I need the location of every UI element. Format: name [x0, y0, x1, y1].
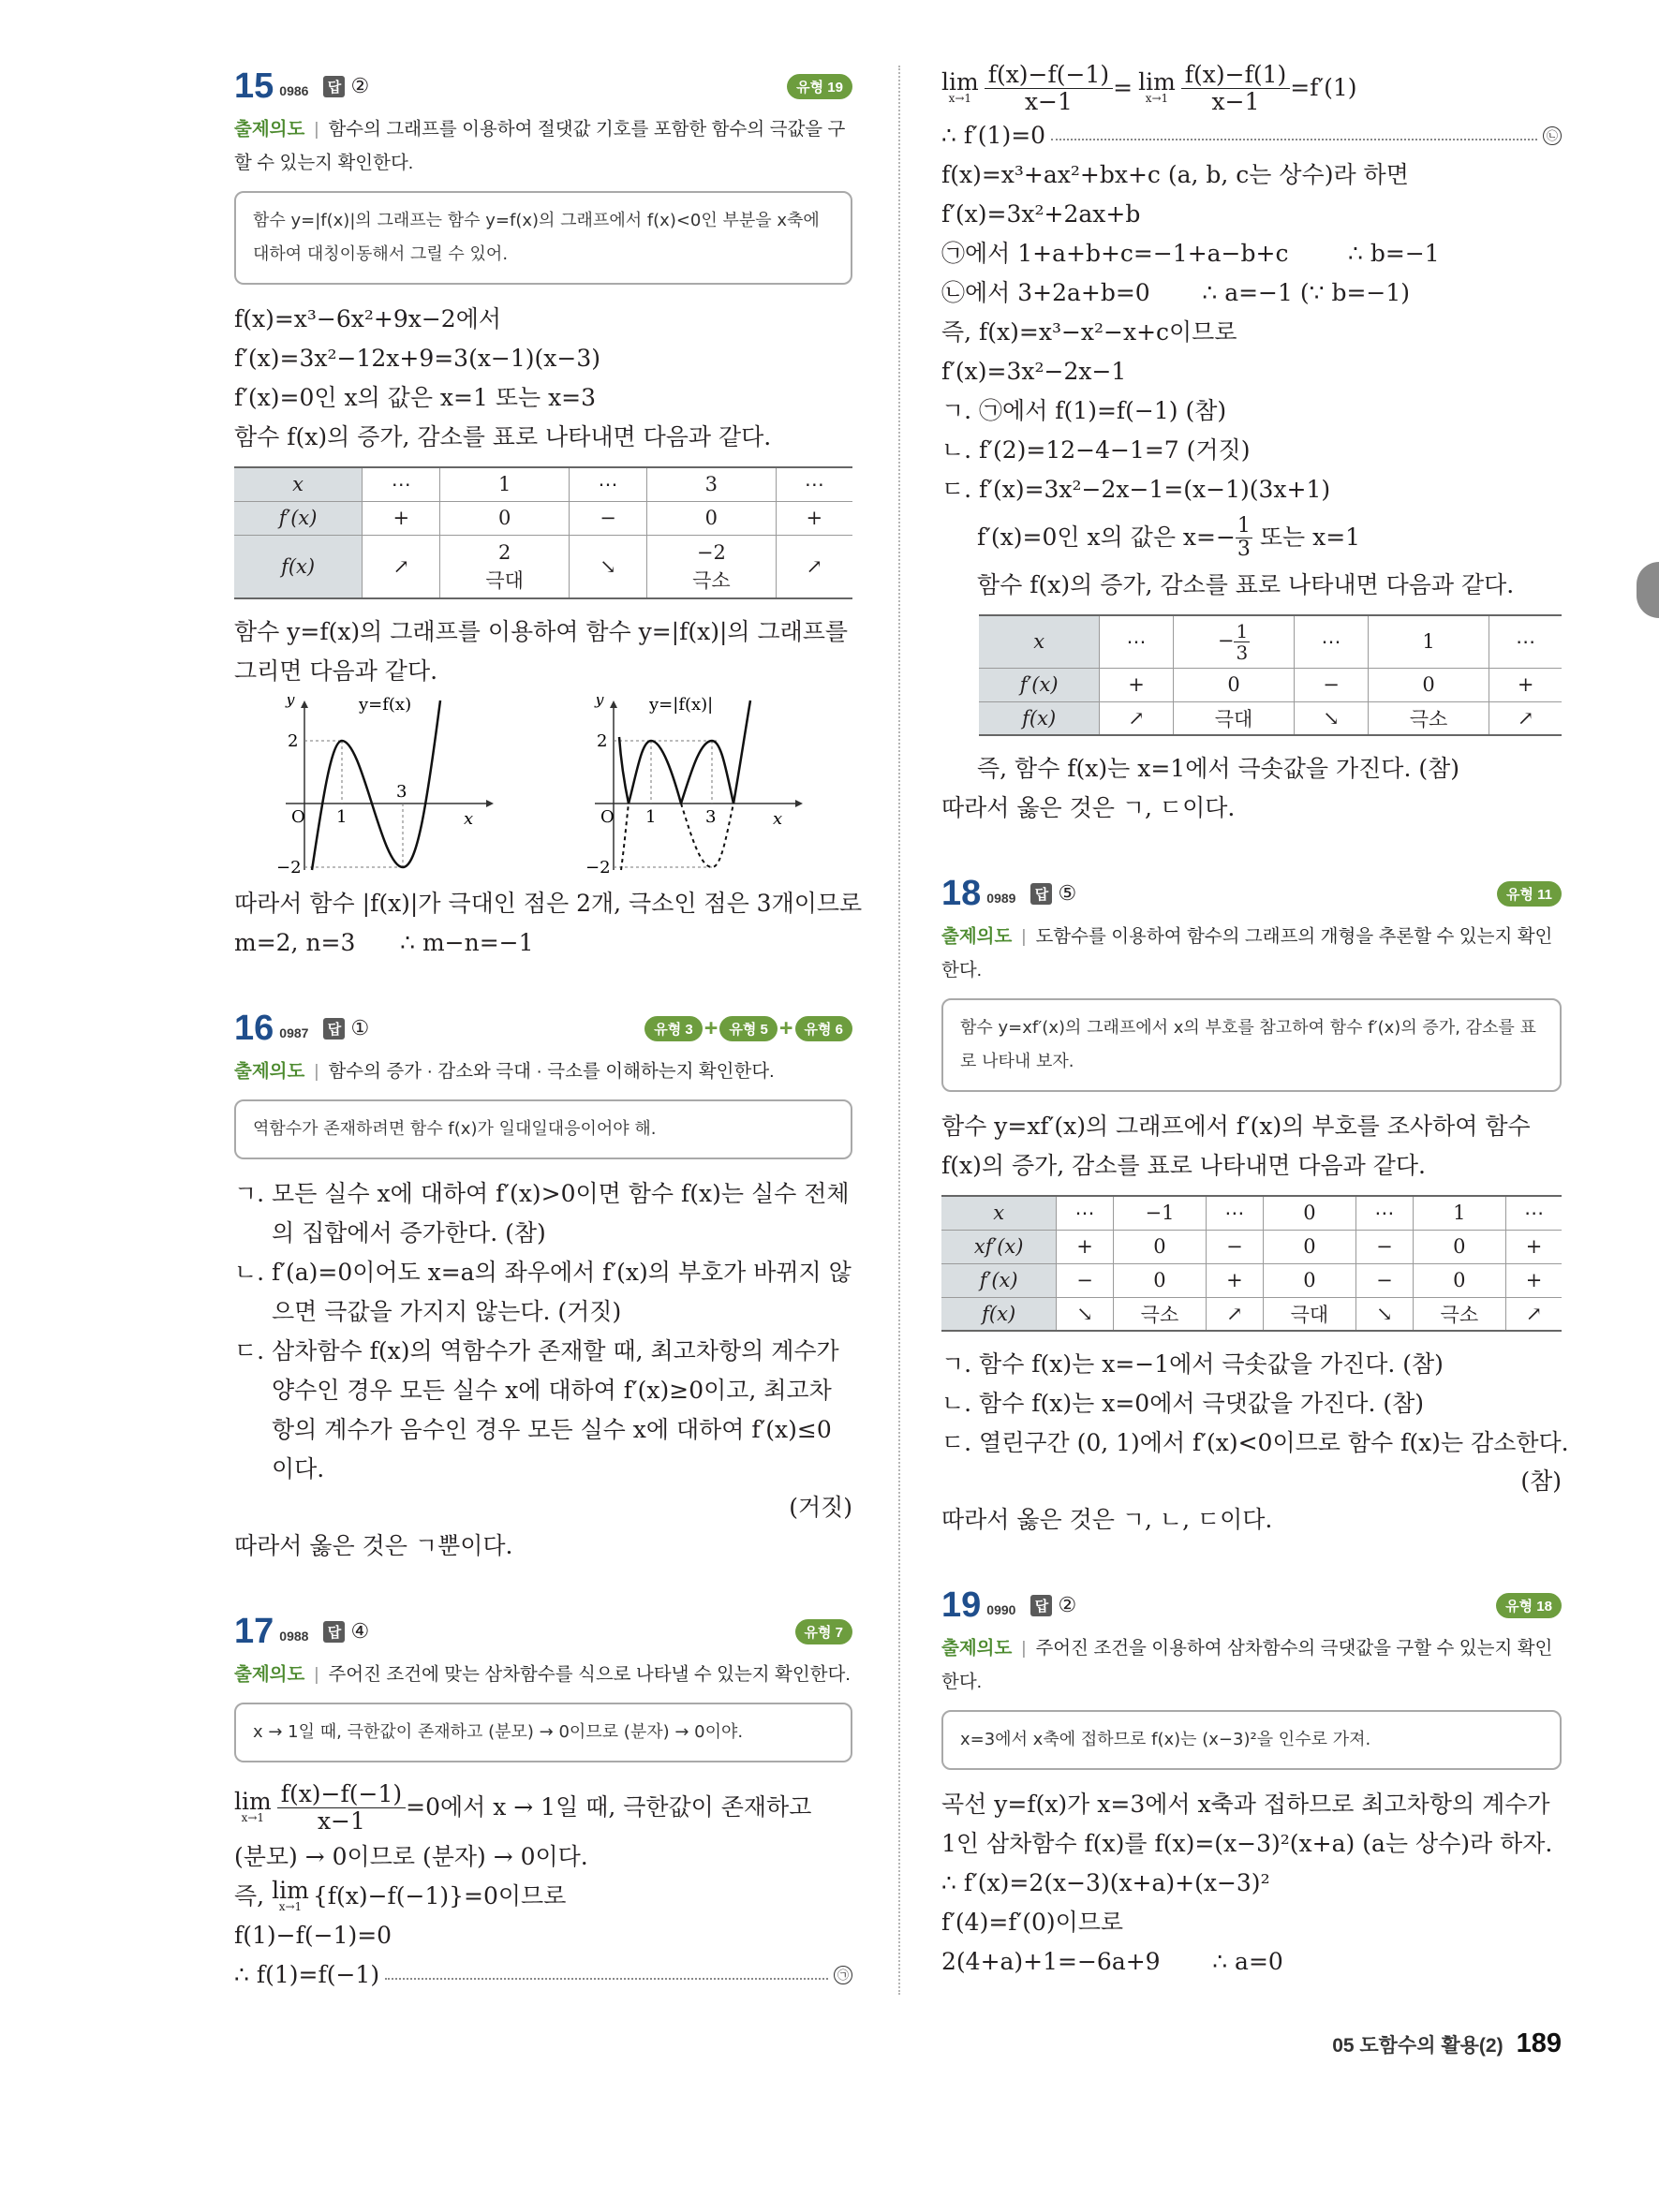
table-cell: 2 극대	[440, 535, 570, 598]
verdict: (참)	[1520, 1467, 1562, 1495]
answer-value: ①	[350, 1016, 370, 1040]
table-cell: ↘	[1356, 1297, 1413, 1331]
fraction-numerator: 1	[1237, 513, 1251, 538]
verdict: (거짓)	[789, 1494, 852, 1521]
table-cell: 0	[1113, 1230, 1207, 1263]
problem-header	[234, 66, 852, 107]
type-badge: 유형 18	[1496, 1593, 1562, 1618]
table-cell: +	[1057, 1230, 1113, 1263]
lim-subscript: x→1	[948, 92, 972, 105]
graph-label: 1	[645, 807, 657, 827]
solution-line: f(x)=x³+ax²+bx+c (a, b, c는 상수)라 하면	[941, 161, 1409, 188]
intent-line	[941, 1631, 1562, 1699]
table-cell: −	[1356, 1230, 1413, 1263]
dot-leader	[1051, 139, 1537, 140]
left-column	[234, 66, 863, 1995]
intent-line	[234, 1658, 852, 1691]
graph-label: y=f(x)	[359, 697, 412, 715]
graph-label: y	[286, 697, 295, 709]
answer-icon: 답	[323, 1018, 345, 1040]
graph-label: 1	[336, 807, 348, 827]
problem-id: 0987	[279, 1025, 309, 1040]
intent-label: 출제의도	[234, 1061, 305, 1082]
intent-label: 출제의도	[941, 1638, 1013, 1659]
table-cell: ↗	[1489, 701, 1562, 735]
fraction-denominator: 3	[1237, 537, 1251, 561]
solution-line	[941, 509, 1562, 566]
table-cell: 0	[1413, 1263, 1506, 1297]
statement-item: ㄱ. 함수 f(x)는 x=−1에서 극솟값을 가진다. (참)	[941, 1350, 1444, 1378]
statement-item: ㄷ. f′(x)=3x²−2x−1=(x−1)(3x+1)	[941, 476, 1331, 503]
intent-separator: |	[314, 1664, 319, 1685]
type-badge: 유형 3	[644, 1016, 703, 1041]
statement-item: ㄷ. 열린구간 (0, 1)에서 f′(x)<0이므로 함수 f(x)는 감소한다.	[941, 1429, 1569, 1456]
line-text: ∴ f(1)=f(−1)	[234, 1961, 380, 1988]
table-cell: ↗	[1100, 701, 1173, 735]
solution-line: f′(4)=f′(0)이므로	[941, 1909, 1124, 1936]
lim-subscript: x→1	[278, 1900, 303, 1913]
intent-text: 함수의 증가 · 감소와 극대 · 극소를 이해하는지 확인한다.	[328, 1061, 775, 1082]
table-cell: ⋯	[363, 467, 440, 501]
table-cell: 0	[1263, 1230, 1356, 1263]
conclusion-line: 따라서 옳은 것은 ㄱ뿐이다.	[234, 1532, 513, 1559]
answer-icon: 답	[323, 76, 345, 97]
graph-label: O	[600, 807, 615, 827]
badge-plus: +	[778, 1014, 793, 1041]
table-cell: ⋯	[1295, 615, 1368, 668]
problem-17	[234, 1611, 852, 1995]
solution-line: 즉, f(x)=x³−x²−x+c이므로	[941, 318, 1237, 346]
conclusion-line: m=2, n=3 ∴ m−n=−1	[234, 929, 534, 956]
type-badge: 유형 11	[1497, 881, 1562, 907]
equation-mark: ㉠	[834, 1966, 852, 1984]
table-cell: +	[1489, 668, 1562, 701]
fraction-numerator: f(x)−f(−1)	[277, 1781, 406, 1808]
solution-line: ㉠에서 1+a+b+c=−1+a−b+c ∴ b=−1	[941, 240, 1440, 267]
line-text: ∴ f′(1)=0	[941, 122, 1046, 149]
problem-id: 0988	[279, 1629, 309, 1644]
limit-line	[234, 1777, 852, 1837]
line-text: f′(x)=0인 x의 값은 x=−	[977, 524, 1236, 551]
answer-value: ②	[1058, 1593, 1077, 1616]
equation-tail: =f′(1)	[1290, 74, 1357, 101]
limit-equation	[941, 60, 1562, 116]
problem-header	[941, 1585, 1562, 1626]
page-number: 189	[1516, 2028, 1562, 2058]
problem-id: 0990	[986, 1602, 1016, 1617]
intent-label: 출제의도	[234, 119, 305, 140]
problem-header	[234, 1611, 852, 1652]
table-cell: −	[1356, 1263, 1413, 1297]
solution-line: f′(x)=3x²+2ax+b	[941, 200, 1141, 228]
table-cell: 극대	[1263, 1297, 1356, 1331]
type-badge: 유형 5	[719, 1016, 778, 1041]
table-cell: 0	[1368, 668, 1489, 701]
solution-text: 함수 y=xf′(x)의 그래프에서 f′(x)의 부호를 조사하여 함수 f(x)의 증가, 감소를 표로 나타내면 다음과 같다.	[941, 1113, 1531, 1179]
variation-table	[234, 466, 852, 599]
solution-line: f′(x)=3x²−12x+9=3(x−1)(x−3)	[234, 345, 600, 372]
lim-subscript: x→1	[1145, 92, 1169, 105]
intent-text: 주어진 조건을 이용하여 삼차함수의 극댓값을 구할 수 있는지 확인한다.	[941, 1638, 1553, 1692]
problem-id: 0989	[986, 891, 1016, 906]
answer-value: ②	[350, 74, 370, 97]
graph-label: −2	[585, 858, 611, 875]
answer-icon: 답	[1030, 883, 1052, 905]
table-cell: ⋯	[1207, 1196, 1263, 1230]
variation-table	[979, 614, 1562, 736]
solution-line: 즉, 함수 f(x)는 x=1에서 극솟값을 가진다. (참)	[977, 755, 1459, 782]
table-cell: x	[941, 1196, 1057, 1230]
table-cell: +	[363, 501, 440, 535]
table-cell: x	[234, 467, 363, 501]
table-cell: 0	[1413, 1230, 1506, 1263]
graph-label: O	[291, 807, 305, 827]
column-divider	[898, 66, 900, 1995]
graph-label: x	[464, 809, 474, 829]
answer-icon: 답	[1030, 1595, 1052, 1616]
problem-number: 15	[234, 66, 274, 106]
table-cell: ↗	[363, 535, 440, 598]
problem-header	[234, 1008, 852, 1049]
line-text: 또는 x=1	[1252, 524, 1361, 551]
type-badge: 유형 6	[795, 1016, 853, 1041]
graph-abs-f	[585, 697, 810, 875]
solution-line	[234, 1877, 852, 1916]
hint-box: x → 1일 때, 극한값이 존재하고 (분모) → 0이므로 (분자) → 0이야.	[234, 1703, 852, 1762]
intent-label: 출제의도	[234, 1664, 305, 1685]
intent-separator: |	[314, 1061, 319, 1082]
hint-box: x=3에서 x축에 접하므로 f(x)는 (x−3)²을 인수로 가져.	[941, 1710, 1562, 1770]
solution-line: f′(x)=0인 x의 값은 x=1 또는 x=3	[234, 384, 597, 411]
table-cell: f′(x)	[979, 668, 1100, 701]
table-cell: f(x)	[941, 1297, 1057, 1331]
table-cell: f(x)	[979, 701, 1100, 735]
lim-symbol: lim	[234, 1788, 272, 1815]
intent-separator: |	[1021, 926, 1027, 947]
equals: =	[1113, 74, 1133, 101]
problem-18	[941, 873, 1569, 1540]
table-cell: 0	[1113, 1263, 1207, 1297]
solution-line: (분모) → 0이므로 (분자) → 0이다.	[234, 1843, 588, 1870]
problem-19	[941, 1585, 1562, 1982]
table-cell: 극소	[1413, 1297, 1506, 1331]
solution-text: 함수 y=f(x)의 그래프를 이용하여 함수 y=|f(x)|의 그래프를 그리면 다음과 같다.	[234, 618, 849, 685]
statement-item: ㄴ. f′(a)=0이어도 x=a의 좌우에서 f′(x)의 부호가 바뀌지 않으면 극값을 가지지 않는다. (거짓)	[234, 1259, 852, 1325]
solution-line: f(1)−f(−1)=0	[234, 1922, 393, 1949]
equation-mark: ㉡	[1543, 126, 1562, 145]
type-badge: 유형 7	[795, 1619, 853, 1644]
statement-item: ㄴ. f′(2)=12−4−1=7 (거짓)	[941, 436, 1251, 464]
graph-label: 3	[705, 807, 717, 827]
intent-line	[234, 1054, 852, 1088]
table-cell: f(x)	[234, 535, 363, 598]
solution-line: f′(x)=3x²−2x−1	[941, 358, 1127, 385]
table-cell: ↘	[1295, 701, 1368, 735]
graph-label: −2	[276, 858, 302, 875]
table-cell: f′(x)	[941, 1263, 1057, 1297]
table-cell: ⋯	[1100, 615, 1173, 668]
table-cell: ⋯	[1489, 615, 1562, 668]
table-cell: −	[1207, 1230, 1263, 1263]
fraction-numerator: f(x)−f(1)	[1181, 62, 1290, 89]
table-cell: +	[1506, 1230, 1562, 1263]
hint-box: 함수 y=xf′(x)의 그래프에서 x의 부호를 참고하여 함수 f′(x)의 증가, 감소를 표로 나타내 보자.	[941, 998, 1562, 1092]
table-cell: 0	[1263, 1196, 1356, 1230]
table-cell: +	[1100, 668, 1173, 701]
problem-header	[941, 873, 1562, 914]
table-cell: − $\frac{1}{3}$	[1173, 615, 1295, 668]
statement-item: ㄱ. ㉠에서 f(1)=f(−1) (참)	[941, 397, 1227, 424]
dot-leader	[385, 1978, 828, 1980]
table-cell: 1	[1368, 615, 1489, 668]
page-footer	[1332, 2028, 1562, 2059]
intent-separator: |	[314, 119, 319, 140]
solution-line-marked	[234, 1955, 852, 1995]
problem-16	[234, 1008, 852, 1566]
problem-number: 18	[941, 873, 982, 913]
table-cell: 0	[647, 501, 777, 535]
graph-label: y=|f(x)|	[649, 697, 714, 715]
table-cell: ↘	[1057, 1297, 1113, 1331]
table-cell: −	[1057, 1263, 1113, 1297]
lim-symbol: lim	[272, 1877, 309, 1904]
problem-number: 17	[234, 1611, 274, 1651]
intent-text: 주어진 조건에 맞는 삼차함수를 식으로 나타낼 수 있는지 확인한다.	[328, 1664, 851, 1685]
solution-text: 곡선 y=f(x)가 x=3에서 x축과 접하므로 최고차항의 계수가 1인 삼차함수 f(x)를 f(x)=(x−3)²(x+a) (a는 상수)라 하자.	[941, 1791, 1553, 1857]
table-cell: ⋯	[1356, 1196, 1413, 1230]
line-body: {f(x)−f(−1)}=0이므로	[312, 1882, 567, 1910]
table-cell: ⋯	[1506, 1196, 1562, 1230]
table-cell: 0	[1263, 1263, 1356, 1297]
table-cell: 0	[440, 501, 570, 535]
solution-line: f(x)=x³−6x²+9x−2에서	[234, 305, 502, 332]
right-column	[941, 60, 1569, 1982]
intent-line	[234, 112, 852, 180]
intent-text: 도함수를 이용하여 함수의 그래프의 개형을 추론할 수 있는지 확인한다.	[941, 926, 1553, 981]
fraction-denominator: x−1	[1024, 87, 1073, 115]
table-cell: ⋯	[1057, 1196, 1113, 1230]
solution-line: 함수 f(x)의 증가, 감소를 표로 나타내면 다음과 같다.	[977, 571, 1515, 598]
table-cell: x	[979, 615, 1100, 668]
badge-plus: +	[704, 1014, 718, 1041]
table-cell: ⋯	[776, 467, 852, 501]
table-cell: ↘	[569, 535, 646, 598]
intent-label: 출제의도	[941, 926, 1013, 947]
table-cell: −	[1295, 668, 1368, 701]
table-cell: ↗	[1207, 1297, 1263, 1331]
table-cell: −1	[1113, 1196, 1207, 1230]
table-cell: +	[1207, 1263, 1263, 1297]
table-cell: +	[1506, 1263, 1562, 1297]
table-cell: ↗	[1506, 1297, 1562, 1331]
graph-label: 2	[597, 731, 608, 751]
table-cell: 1	[1413, 1196, 1506, 1230]
problem-number: 19	[941, 1585, 982, 1625]
table-cell: 극소	[1113, 1297, 1207, 1331]
table-cell: xf′(x)	[941, 1230, 1057, 1263]
intent-text: 함수의 그래프를 이용하여 절댓값 기호를 포함한 함수의 극값을 구할 수 있는지 확인한다.	[234, 119, 846, 173]
limit-line-text: =0에서 x → 1일 때, 극한값이 존재하고	[406, 1793, 812, 1821]
table-cell: −2 극소	[647, 535, 777, 598]
lim-symbol: lim	[1138, 68, 1176, 96]
solution-line: ∴ f′(x)=2(x−3)(x+a)+(x−3)²	[941, 1869, 1270, 1896]
graph-pair	[234, 697, 852, 875]
answer-value: ⑤	[1058, 881, 1077, 905]
table-cell: 0	[1173, 668, 1295, 701]
statement-item: ㄱ. 모든 실수 x에 대하여 f′(x)>0이면 함수 f(x)는 실수 전체의 집합에서 증가한다. (참)	[234, 1180, 850, 1246]
fraction-numerator: f(x)−f(−1)	[985, 62, 1113, 89]
graph-label: 2	[288, 731, 299, 751]
table-cell: +	[776, 501, 852, 535]
chapter-title: 05 도함수의 활용(2)	[1332, 2035, 1503, 2057]
conclusion-line: 따라서 옳은 것은 ㄱ, ㄷ이다.	[941, 794, 1236, 821]
fraction-denominator: x−1	[1211, 87, 1260, 115]
table-cell: 극대	[1173, 701, 1295, 735]
problem-17-continued	[941, 60, 1562, 828]
table-cell: f′(x)	[234, 501, 363, 535]
solution-line-marked	[941, 116, 1562, 155]
problem-15	[234, 66, 863, 963]
problem-number: 16	[234, 1008, 274, 1048]
table-cell: ↗	[776, 535, 852, 598]
table-cell: ⋯	[569, 467, 646, 501]
solution-line: ㉡에서 3+2a+b=0 ∴ a=−1 (∵ b=−1)	[941, 279, 1411, 306]
variation-table	[941, 1195, 1562, 1332]
conclusion-line: 따라서 옳은 것은 ㄱ, ㄴ, ㄷ이다.	[941, 1506, 1273, 1533]
solution-line: 함수 f(x)의 증가, 감소를 표로 나타내면 다음과 같다.	[234, 423, 772, 450]
problem-id: 0986	[279, 83, 309, 98]
graph-label: 3	[396, 782, 407, 802]
conclusion-line: 따라서 함수 |f(x)|가 극대인 점은 2개, 극소인 점은 3개이므로	[234, 890, 863, 917]
type-badge: 유형 19	[787, 74, 852, 99]
hint-box: 함수 y=|f(x)|의 그래프는 함수 y=f(x)의 그래프에서 f(x)<0인 부분을 x축에 대하여 대칭이동해서 그릴 수 있어.	[234, 191, 852, 285]
graph-f	[276, 697, 501, 875]
table-cell: 극소	[1368, 701, 1489, 735]
graph-label: x	[773, 809, 783, 829]
statement-item: ㄴ. 함수 f(x)는 x=0에서 극댓값을 가진다. (참)	[941, 1390, 1424, 1417]
lim-subscript: x→1	[241, 1811, 265, 1824]
hint-box: 역함수가 존재하려면 함수 f(x)가 일대일대응이어야 해.	[234, 1099, 852, 1159]
fraction-denominator: x−1	[317, 1806, 365, 1835]
answer-icon: 답	[323, 1621, 345, 1643]
intent-separator: |	[1021, 1638, 1027, 1659]
table-cell: −	[569, 501, 646, 535]
table-cell: 1	[440, 467, 570, 501]
graph-label: y	[595, 697, 604, 709]
solution-line: 2(4+a)+1=−6a+9 ∴ a=0	[941, 1948, 1283, 1975]
statement-item: ㄷ. 삼차함수 f(x)의 역함수가 존재할 때, 최고차항의 계수가 양수인 경우 모든 실수 x에 대하여 f′(x)≥0이고, 최고차항의 계수가 음수인 경우 모든 실수 x에 대하여 f′(x)≤0이다.	[234, 1337, 839, 1482]
intent-line	[941, 920, 1562, 987]
lim-symbol: lim	[941, 68, 979, 96]
table-cell: 3	[647, 467, 777, 501]
chapter-edge-tab	[1637, 562, 1659, 618]
answer-value: ④	[350, 1619, 370, 1643]
line-prefix: 즉,	[234, 1882, 265, 1910]
